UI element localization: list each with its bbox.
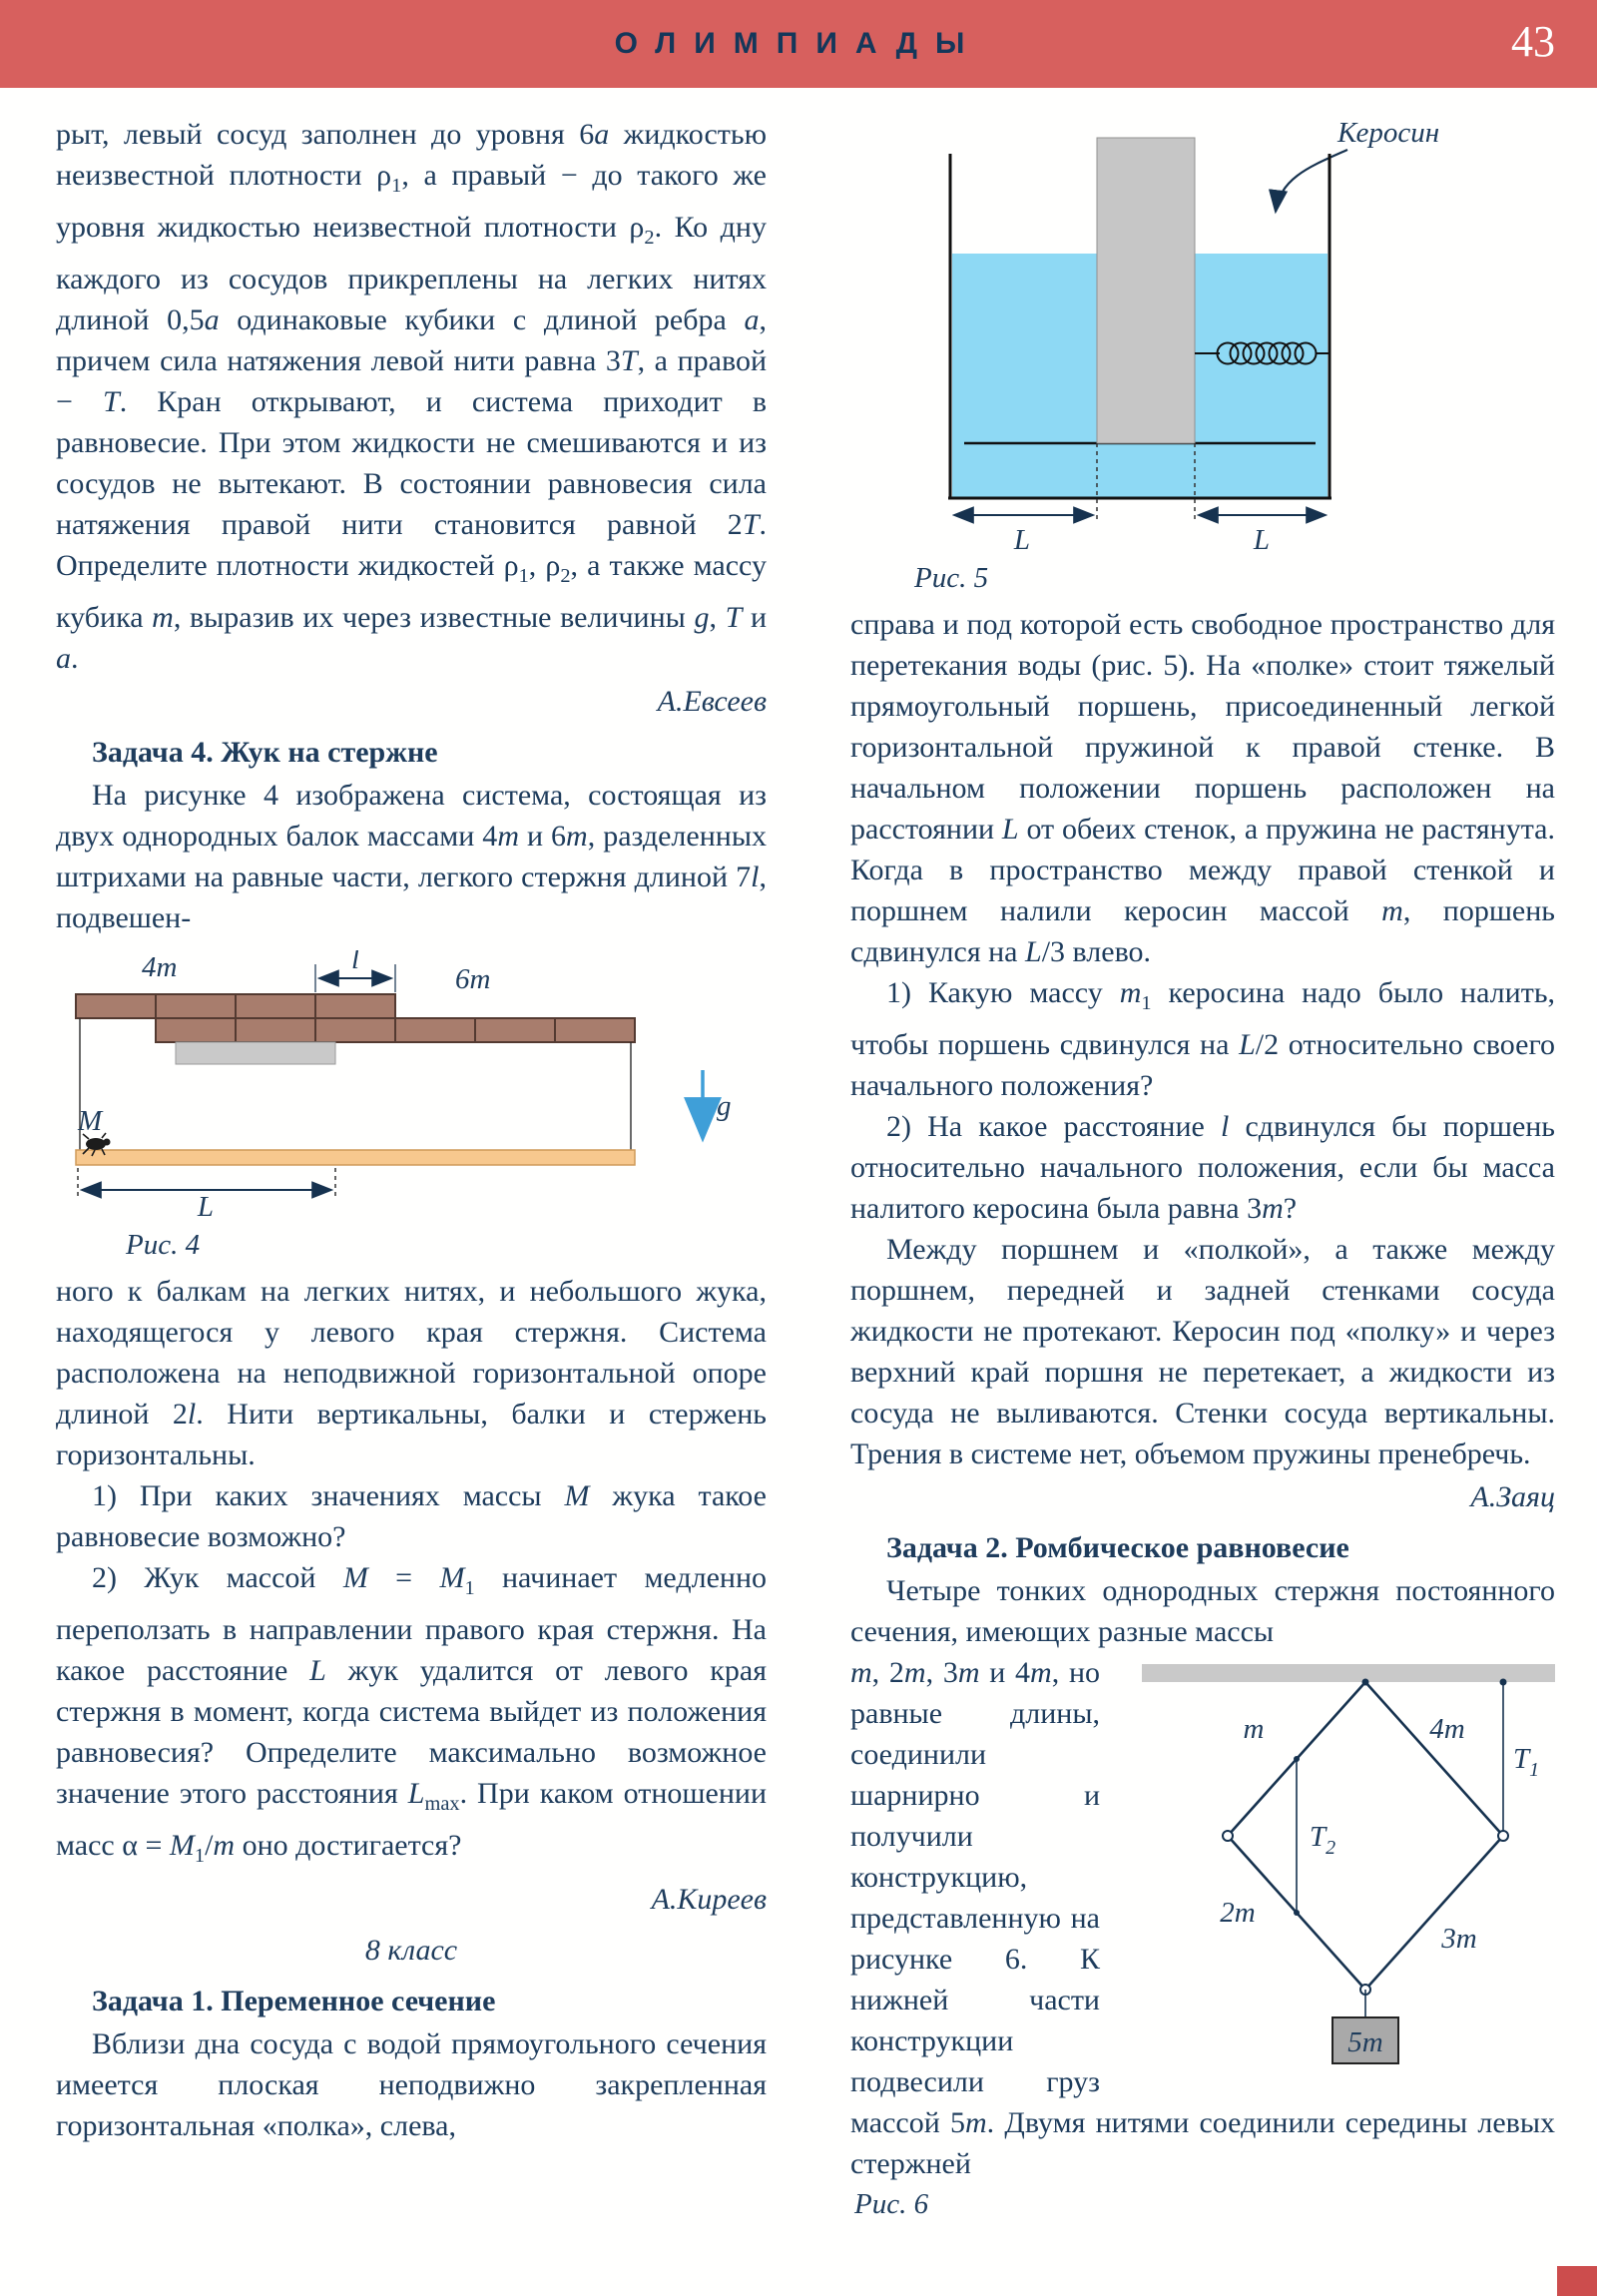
- task4-paragraph-2: ного к балкам на легких нитях, и небольшого жука, находящегося у левого края стержня. Система расположена на неподвижной горизонтальной опоре длиной 2l. Нити вертикальны, балки и стержень горизонтальны.: [56, 1275, 767, 1471]
- L-right-label: L: [1253, 524, 1271, 553]
- rod-3m-label: 3m: [1441, 1923, 1477, 1955]
- author-evseev: А.Евсеев: [657, 685, 767, 718]
- right-hinge: [1498, 1831, 1508, 1841]
- bug-mass-label: M: [78, 1105, 103, 1137]
- top-hinge: [1362, 1679, 1369, 1686]
- task1-question-1: 1) Какую массу $m_1$ керосина надо было налить, чтобы поршень сдвинулся на L/2 относительно своего начального положения?: [850, 976, 1556, 1102]
- figure-6: [1116, 1656, 1555, 2075]
- figure-4-caption: Рис. 4: [126, 1229, 201, 1261]
- grade-8-heading: 8 класс: [364, 1934, 458, 1967]
- L-left-label: L: [1013, 524, 1031, 553]
- task4-paragraph-1: На рисунке 4 изображена система, состоящая из двух однородных балок массами 4m и 6m, разделенных штрихами на равные части, легкого стержня длиной 7l, подвешен-: [56, 779, 767, 934]
- corner-decoration: [1557, 2266, 1597, 2296]
- task1-heading: Задача 1. Переменное сечение: [92, 1985, 496, 2017]
- beam-4m-label: 4m: [142, 951, 178, 983]
- rod: [76, 1150, 635, 1165]
- ceiling-anchor: [1500, 1679, 1507, 1686]
- task1-question-2: 2) На какое расстояние l сдвинулся бы поршень относительно начального положения, если бы масса налитого керосина была равна 3m?: [850, 1110, 1555, 1225]
- figure-5: [850, 114, 1555, 596]
- l-label: l: [350, 950, 360, 975]
- task1-continued-paragraph: справа и под которой есть свободное пространство для перетекания воды (рис. 5). На «полке» стоит тяжелый прямоугольный поршень, присоединенный легкой горизонтальной пружиной к правой стенке. В начальном положении поршень расположен на расстоянии L от обеих стенок, а пружина не растянута. Когда в пространство между правой стенкой и поршнем налили керосин массой m, поршень сдвинулся на L/3 влево.: [850, 608, 1555, 968]
- right-column: [850, 114, 1555, 2222]
- task4-heading: Задача 4. Жук на стержне: [92, 736, 438, 769]
- kerosene-arrow: [1276, 150, 1347, 212]
- page-header: [0, 0, 1597, 88]
- figure-5-drawing: [850, 114, 1549, 553]
- figure-5-caption: Рис. 5: [914, 562, 989, 594]
- left-column: [56, 114, 767, 2222]
- task2-paragraph-a: Четыре тонких однородных стержня постоянного сечения, имеющих разные массы: [850, 1574, 1555, 1648]
- rod-4m-label: 4m: [1429, 1713, 1465, 1745]
- tension-T1-label: $T_1$: [1513, 1743, 1540, 1781]
- rod-2m-label: 2m: [1220, 1897, 1256, 1929]
- author-kireev: А.Киреев: [651, 1883, 767, 1916]
- rod-m-label: m: [1243, 1713, 1265, 1745]
- task2-heading: Задача 2. Ромбическое равновесие: [886, 1531, 1349, 1564]
- L-label: L: [197, 1191, 215, 1218]
- tension-T2-label: $T_2$: [1310, 1821, 1336, 1859]
- figure-6-caption: Рис. 6: [854, 2188, 929, 2220]
- task1-notes-paragraph: Между поршнем и «полкой», а также между поршнем, передней и задней стенками сосуда жидкости не протекают. Керосин под «полку» и через верхний край поршня не перетекает, а жидкости из сосуда не выливаются. Стенки сосуда вертикальны. Трения в системе нет, объемом пружины пренебречь.: [850, 1233, 1555, 1470]
- figure-4-drawing: [56, 950, 755, 1218]
- task1-paragraph: Вблизи дна сосуда с водой прямоугольного сечения имеется плоская неподвижно закрепленная горизонтальная «полка», слева,: [56, 2027, 767, 2142]
- kerosene-label: Керосин: [1337, 117, 1440, 149]
- gravity-label: g: [717, 1090, 732, 1122]
- rod-4m: [1365, 1682, 1503, 1836]
- support-block: [176, 1042, 335, 1064]
- piston: [1097, 138, 1195, 443]
- figure-4: [56, 950, 767, 1263]
- header-title: ОЛИМПИАДЫ: [614, 27, 983, 60]
- task2-wrap: [850, 1652, 1555, 2222]
- weight-label: 5m: [1347, 2026, 1383, 2058]
- task2-paragraph-b: m, 2m, 3m и 4m, но равные длины, соединили шарнирно и получили конструкцию, представленную на рисунке 6. К нижней части конструкции подвесили груз массой 5m. Двумя нитями соединили середины левых стержней: [850, 1656, 1556, 2180]
- page-number: 43: [1511, 17, 1555, 66]
- ceiling: [1142, 1664, 1555, 1682]
- left-hinge: [1223, 1831, 1233, 1841]
- task4-question-2: 2) Жук массой $M = M_1$ начинает медленно переползать в направлении правого края стержня. На какое расстояние L жук удалится от левого края стержня в момент, когда система выйдет из положения равновесия? Определите максимально возможное значение этого расстояния $L_{max}$. При каком отношении масс $\alpha = M_1/m$ оно достигается?: [56, 1561, 768, 1867]
- task3-continued-paragraph: рыт, левый сосуд заполнен до уровня 6a жидкостью неизвестной плотности $\rho_1$, а правый − до такого же уровня жидкостью неизвестной плотности $\rho_2$. Ко дну каждого из сосудов прикреплены на легких нитях длиной 0,5a одинаковые кубики с длиной ребра a, причем сила натяжения левой нити равна 3T, а правой − T. Кран открывают, и система приходит в равновесие. При этом жидкости не смешиваются и из сосудов не вытекают. В состоянии равновесия сила натяжения правой нити становится равной 2T. Определите плотности жидкостей $\rho_1$, $\rho_2$, а также массу кубика m, выразив их через известные величины g, T и a.: [56, 118, 768, 675]
- beam-6m-label: 6m: [455, 963, 491, 995]
- page-content: [0, 88, 1597, 2222]
- author-zayats: А.Заяц: [1470, 1480, 1555, 1513]
- task4-question-1: 1) При каких значениях массы M жука такое равновесие возможно?: [56, 1479, 767, 1553]
- figure-6-drawing: [1116, 1656, 1555, 2070]
- rod-3m: [1365, 1836, 1503, 1990]
